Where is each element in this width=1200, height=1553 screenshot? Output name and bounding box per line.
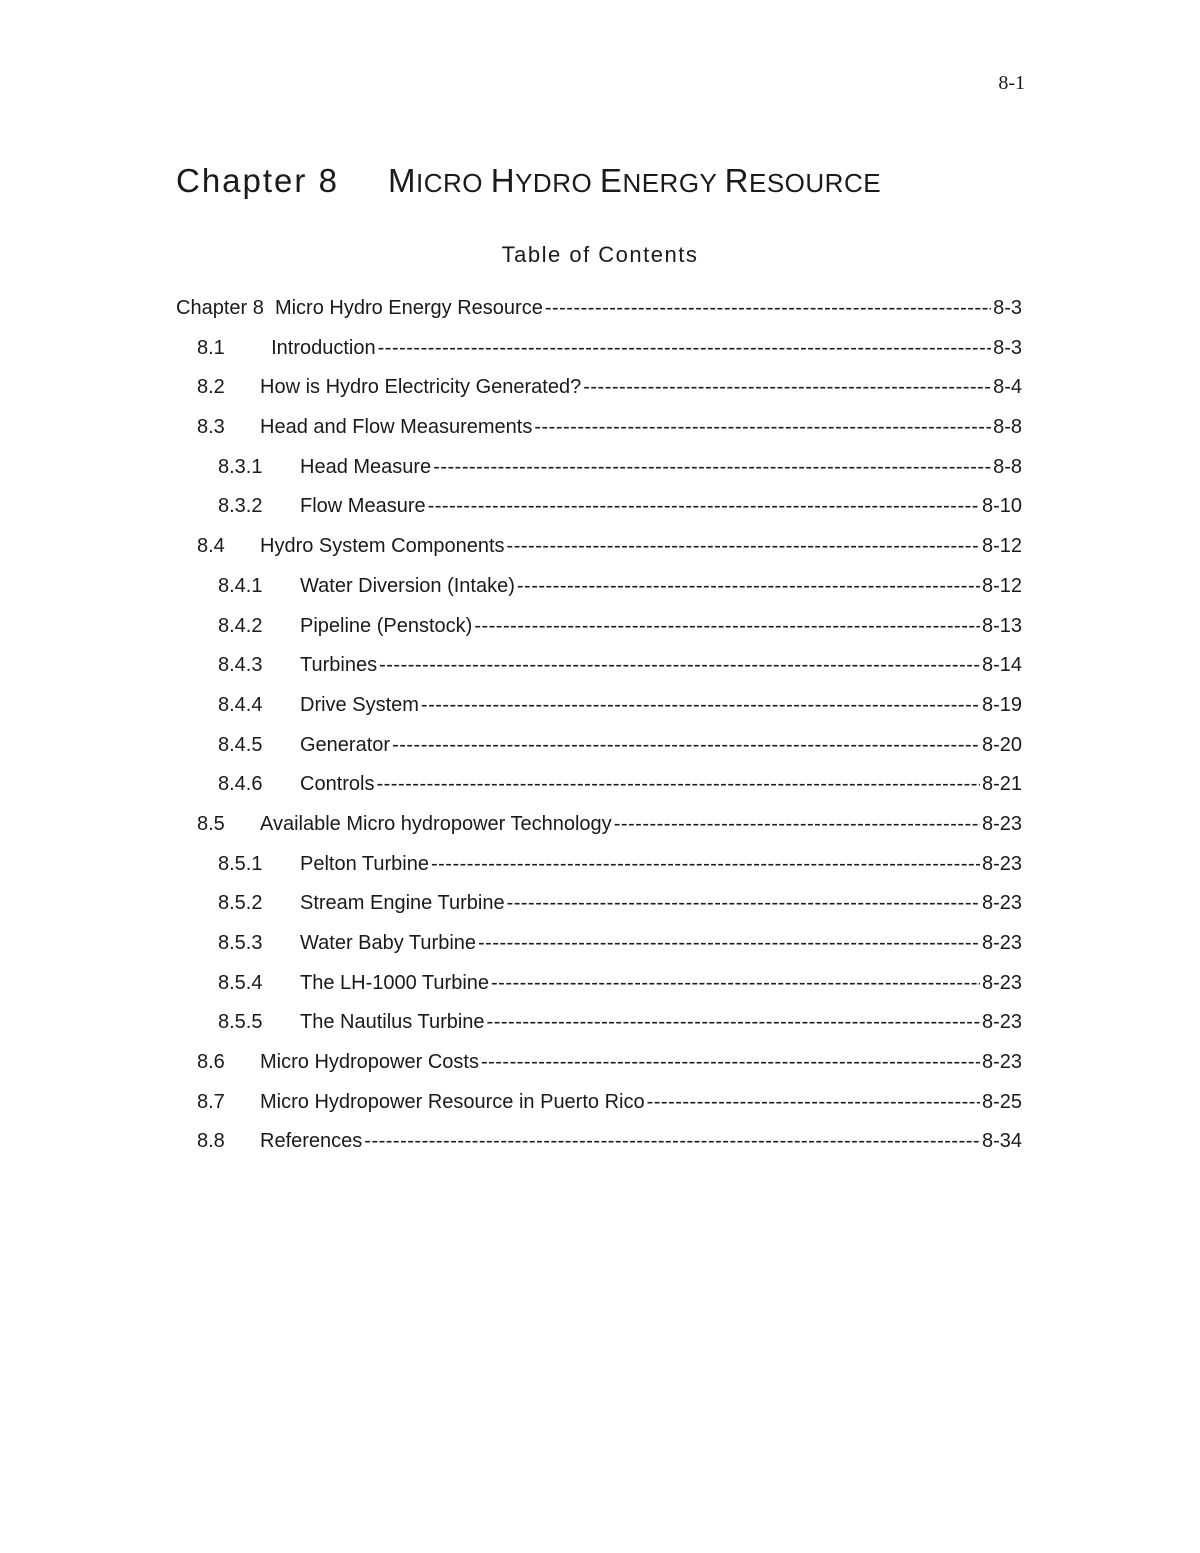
- toc-entry-title: Drive System: [300, 693, 419, 716]
- toc-entry-title: Hydro System Components: [260, 535, 505, 558]
- toc-entry[interactable]: [176, 416, 1022, 456]
- table-of-contents: [176, 297, 1022, 1170]
- toc-entry-number: 8.4.2: [218, 614, 263, 637]
- toc-entry-number: 8.4: [197, 535, 225, 558]
- toc-dot-leader: [647, 1091, 980, 1114]
- chapter-title-part: E: [599, 162, 623, 199]
- toc-entry-number: 8.6: [197, 1051, 225, 1074]
- toc-entry-title: Stream Engine Turbine: [300, 892, 505, 915]
- toc-entry-number: 8.4.4: [218, 693, 263, 716]
- chapter-title-part: YDRO: [515, 168, 600, 198]
- toc-entry-title: Pipeline (Penstock): [300, 614, 473, 637]
- toc-entry-page: 8-4: [993, 376, 1022, 399]
- toc-entry[interactable]: [176, 1051, 1022, 1091]
- toc-entry-number: 8.4.1: [218, 574, 263, 597]
- toc-entry-page: 8-23: [981, 1051, 1022, 1074]
- toc-entry[interactable]: [176, 932, 1022, 972]
- toc-entry-page: 8-10: [981, 495, 1022, 518]
- toc-entry-page: 8-23: [981, 932, 1022, 954]
- toc-entry-number: 8.5.4: [218, 971, 263, 994]
- toc-dot-leader: [517, 575, 980, 598]
- toc-dot-leader: [431, 853, 980, 876]
- toc-entry-page: 8-3: [993, 336, 1022, 359]
- toc-dot-leader: [378, 337, 991, 360]
- toc-entry-page: 8-23: [981, 892, 1022, 915]
- chapter-title-part: H: [490, 162, 516, 199]
- toc-dot-leader: [491, 972, 980, 995]
- toc-entry-title: Introduction: [260, 336, 376, 359]
- toc-entry-number: 8.7: [197, 1090, 225, 1113]
- toc-entry[interactable]: [176, 456, 1022, 496]
- toc-entry-title: Head Measure: [300, 455, 432, 478]
- toc-entry[interactable]: [176, 694, 1022, 734]
- toc-entry-page: 8-19: [981, 693, 1022, 716]
- toc-entry-number: 8.5.3: [218, 932, 263, 954]
- toc-entry-page: 8-34: [981, 1130, 1022, 1153]
- toc-entry[interactable]: [176, 495, 1022, 535]
- toc-title: Table of Contents: [501, 242, 699, 267]
- toc-entry-title: The Nautilus Turbine: [300, 1011, 485, 1034]
- toc-entry[interactable]: [176, 853, 1022, 893]
- toc-entry-page: 8-14: [981, 654, 1022, 677]
- toc-entry[interactable]: [176, 1011, 1022, 1051]
- toc-entry[interactable]: [176, 892, 1022, 932]
- toc-entry[interactable]: [176, 575, 1022, 615]
- page-number: 8-1: [998, 72, 1025, 94]
- toc-entry-title: Flow Measure: [300, 495, 426, 518]
- toc-entry[interactable]: [176, 535, 1022, 575]
- toc-entry-title: Water Diversion (Intake): [300, 574, 515, 597]
- toc-dot-leader: [428, 495, 980, 518]
- chapter-title-part: R: [724, 162, 749, 199]
- toc-dot-leader: [614, 813, 980, 836]
- chapter-title-part: ESOURCE: [749, 168, 882, 198]
- toc-dot-leader: [534, 416, 991, 439]
- toc-entry-title: Generator: [300, 733, 391, 756]
- toc-entry-title: Head and Flow Measurements: [260, 416, 533, 439]
- toc-dot-leader: [376, 773, 979, 796]
- toc-dot-leader: [481, 1051, 980, 1074]
- toc-entry[interactable]: [176, 1130, 1022, 1170]
- toc-entry[interactable]: [176, 337, 1022, 377]
- toc-dot-leader: [421, 694, 980, 717]
- toc-dot-leader: [507, 535, 980, 558]
- toc-entry-page: 8-12: [981, 535, 1022, 558]
- toc-entry-number: 8.3.1: [218, 455, 263, 478]
- toc-entry-page: 8-8: [993, 455, 1022, 478]
- chapter-heading: [176, 162, 881, 200]
- toc-entry[interactable]: [176, 734, 1022, 774]
- toc-entry[interactable]: [176, 773, 1022, 813]
- toc-entry-title: Micro Hydropower Costs: [260, 1051, 479, 1074]
- toc-entry-page: 8-13: [981, 614, 1022, 637]
- toc-entry-page: 8-8: [993, 416, 1022, 439]
- toc-entry-title: Micro Hydropower Resource in Puerto Rico: [260, 1090, 645, 1113]
- toc-entry-number: 8.4.6: [218, 773, 263, 796]
- toc-entry-page: 8-12: [981, 574, 1022, 597]
- toc-dot-leader: [433, 456, 991, 479]
- toc-dot-leader: [583, 376, 991, 399]
- toc-entry[interactable]: [176, 654, 1022, 694]
- toc-entry[interactable]: [176, 615, 1022, 655]
- toc-entry-page: 8-3: [993, 297, 1022, 319]
- toc-dot-leader: [392, 734, 980, 757]
- toc-entry-page: 8-21: [981, 773, 1022, 796]
- toc-entry-page: 8-25: [981, 1090, 1022, 1113]
- toc-entry-number: 8.3: [197, 416, 225, 439]
- toc-dot-leader: [474, 615, 980, 638]
- toc-entry-number: 8.5: [197, 812, 225, 835]
- toc-dot-leader: [507, 892, 980, 915]
- toc-entry-page: 8-20: [981, 733, 1022, 756]
- toc-entry-page: 8-23: [981, 971, 1022, 994]
- toc-entry-number: 8.5.2: [218, 892, 263, 915]
- toc-entry-number: 8.1: [197, 336, 225, 359]
- toc-dot-leader: [478, 932, 980, 955]
- toc-entry-title: Available Micro hydropower Technology: [260, 812, 612, 835]
- toc-dot-leader: [364, 1130, 980, 1153]
- toc-entry-number: 8.4.5: [218, 733, 263, 756]
- toc-dot-leader: [487, 1011, 980, 1034]
- toc-entry-title: Turbines: [300, 654, 378, 677]
- toc-entry[interactable]: [176, 376, 1022, 416]
- toc-entry-number: 8.2: [197, 376, 225, 399]
- toc-entry-number: 8.5.5: [218, 1011, 263, 1034]
- toc-entry[interactable]: [176, 297, 1022, 337]
- toc-entry-page: 8-23: [981, 812, 1022, 835]
- toc-dot-leader: [379, 654, 980, 677]
- toc-entry[interactable]: [176, 813, 1022, 853]
- toc-entry-page: 8-23: [981, 852, 1022, 875]
- chapter-title-part: ICRO: [416, 168, 491, 198]
- chapter-title-part: NERGY: [622, 168, 725, 198]
- toc-entry-title: The LH-1000 Turbine: [300, 971, 490, 994]
- toc-entry-number: 8.8: [197, 1130, 225, 1153]
- chapter-title: [388, 162, 881, 199]
- toc-entry-number: 8.4.3: [218, 654, 263, 677]
- toc-entry-title: Pelton Turbine: [300, 852, 429, 875]
- toc-entry[interactable]: [176, 1091, 1022, 1131]
- toc-entry-title: Controls: [300, 773, 375, 796]
- toc-entry-title: References: [260, 1130, 363, 1153]
- chapter-label: Chapter 8: [176, 162, 339, 199]
- toc-entry-title: How is Hydro Electricity Generated?: [260, 376, 582, 399]
- toc-dot-leader: [545, 297, 991, 320]
- toc-entry[interactable]: [176, 972, 1022, 1012]
- toc-entry-number: 8.3.2: [218, 495, 263, 518]
- toc-entry-page: 8-23: [981, 1011, 1022, 1034]
- chapter-title-part: M: [388, 162, 416, 199]
- toc-entry-title: Water Baby Turbine: [300, 932, 477, 954]
- toc-entry-number: 8.5.1: [218, 852, 263, 875]
- toc-entry-title: Chapter 8 Micro Hydro Energy Resource: [176, 297, 543, 319]
